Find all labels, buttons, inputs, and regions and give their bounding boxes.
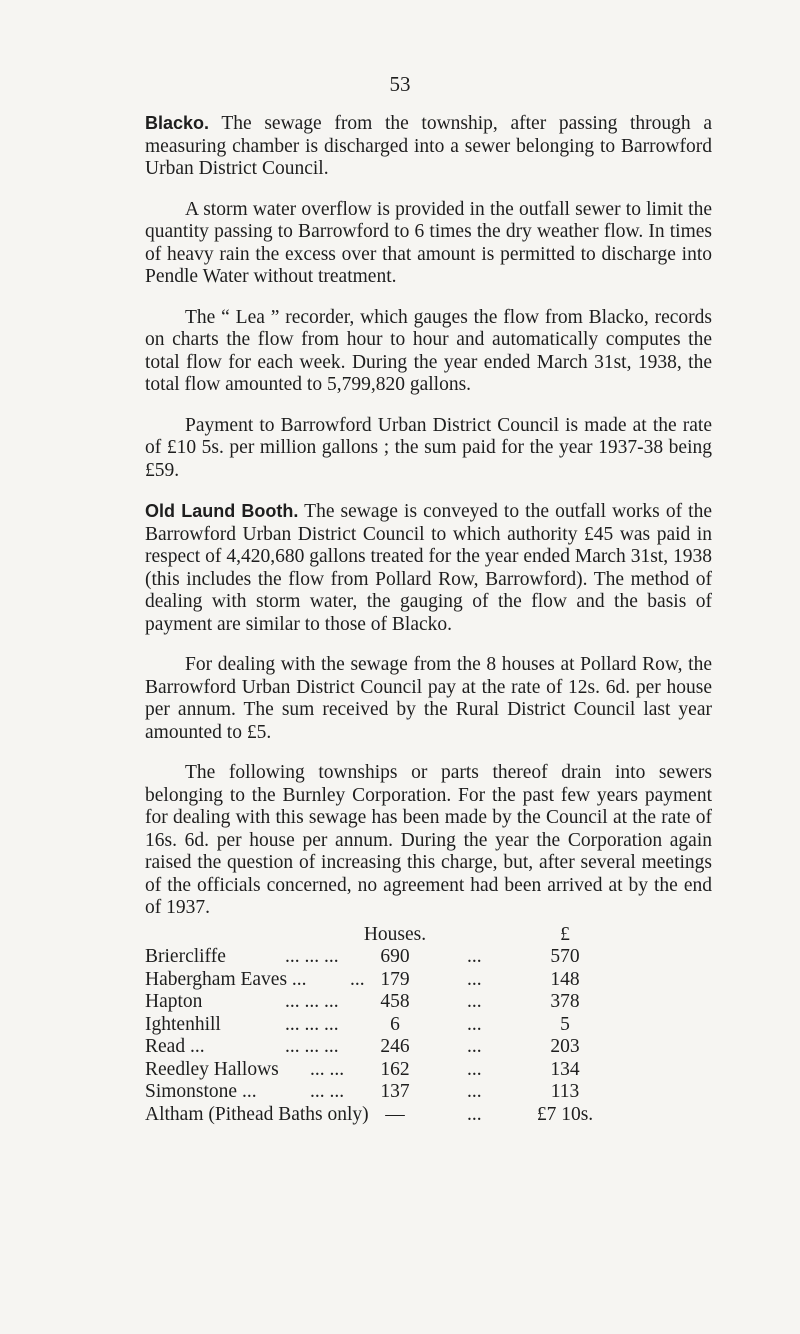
table-row: [145, 1059, 712, 1082]
table-row: [145, 1104, 712, 1127]
table-row: [145, 1081, 712, 1104]
table-row: [145, 969, 712, 992]
township-name: Reedley Hallows: [145, 1058, 279, 1080]
table-row: [145, 1036, 712, 1059]
leader-dots: ... ...: [310, 1081, 345, 1102]
leader-dots: ... ... ...: [285, 1036, 339, 1057]
leader-dots: ...: [467, 968, 482, 990]
paragraph-lea-recorder: [145, 307, 712, 397]
leader-dots: ... ...: [310, 1058, 345, 1080]
leader-dots: ...: [350, 968, 365, 990]
paragraph-text: The “ Lea ” recorder, which gauges the flow from Blacko, records on charts the flow from hour to hour and automatically computes the total flow for each week. During the year ended March 31st, 1938, the total flow amounted to 5,799,820 gallons.: [145, 306, 712, 395]
amount-value: 113: [550, 1081, 580, 1102]
paragraph-blacko: [145, 112, 712, 181]
leader-dots: ...: [467, 1013, 482, 1035]
paragraph-payment: [145, 415, 712, 483]
houses-value: 458: [380, 991, 410, 1012]
houses-value: 246: [380, 1036, 410, 1057]
township-name: Ightenhill: [145, 1013, 221, 1035]
paragraph-pollard-row: [145, 654, 712, 744]
leader-dots: ...: [467, 1103, 482, 1125]
paragraph-text: For dealing with the sewage from the 8 houses at Pollard Row, the Barrowford Urban District Council pay at the rate of 12s. 6d. per house per annum. The sum received by the Rural District Council last year amounted to £5.: [145, 654, 712, 743]
township-name: Hapton: [145, 991, 203, 1012]
paragraph-heading: Old Laund Booth.: [145, 501, 299, 521]
paragraph-burnley-corporation: [145, 762, 712, 920]
amount-value: 203: [550, 1036, 580, 1057]
amount-value: 378: [550, 991, 580, 1012]
amount-value: 570: [550, 946, 580, 967]
table-row: [145, 1014, 712, 1037]
houses-column-header: Houses.: [363, 923, 427, 945]
leader-dots: ...: [467, 946, 482, 967]
leader-dots: ...: [467, 991, 482, 1012]
townships-table: [145, 924, 712, 1127]
township-name: Read ...: [145, 1036, 205, 1057]
paragraph-text: Payment to Barrowford Urban District Council is made at the rate of £10 5s. per million gallons ; the sum paid for the year 1937-38 being £59.: [145, 414, 712, 481]
houses-value: 690: [380, 946, 410, 967]
leader-dots: ...: [467, 1081, 482, 1102]
leader-dots: ... ... ...: [285, 991, 339, 1012]
table-header: [145, 924, 712, 947]
paragraph-heading: Blacko.: [145, 113, 210, 133]
amount-value: 5: [560, 1013, 570, 1035]
township-name: Habergham Eaves ...: [145, 968, 307, 990]
page-body: [145, 112, 712, 1126]
township-name: Briercliffe: [145, 946, 226, 967]
paragraph-text: The sewage from the township, after passing through a measuring chamber is discharged into a sewer belonging to Barrowford Urban District Council.: [145, 113, 712, 179]
leader-dots: ...: [467, 1058, 482, 1080]
paragraph-text: The following townships or parts thereof drain into sewers belonging to the Burnley Corporation. For the past few years payment for dealing with this sewage has been made by the Council at the rate of 16s. 6d. per house per annum. During the year the Corporation again raised the question of increasing this charge, but, after several meetings of the officials concerned, no agreement had been arrived at by the end of 1937.: [145, 762, 712, 918]
table-row: [145, 946, 712, 969]
township-name: Simonstone ...: [145, 1081, 257, 1102]
table-row: [145, 991, 712, 1014]
houses-value: 6: [390, 1013, 400, 1035]
paragraph-old-laund-booth: [145, 500, 712, 636]
leader-dots: ...: [467, 1036, 482, 1057]
paragraph-storm-overflow: [145, 199, 712, 289]
amount-value: 148: [550, 968, 580, 990]
houses-value: 137: [380, 1081, 410, 1102]
leader-dots: ... ... ...: [285, 946, 339, 967]
leader-dots: ... ... ...: [285, 1013, 339, 1035]
amount-column-header: £: [560, 923, 570, 945]
amount-value: £7 10s.: [536, 1103, 594, 1125]
township-name: Altham (Pithead Baths only): [145, 1103, 369, 1125]
houses-value: 162: [380, 1058, 410, 1080]
paragraph-text: The sewage is conveyed to the outfall works of the Barrowford Urban District Council to which authority £45 was paid in respect of 4,420,680 gallons treated for the year ended March 31st, 1938 (this includes the flow from Pollard Row, Barrowford). The method of dealing with storm water, the gauging of the flow and the basis of payment are similar to those of Blacko.: [145, 501, 712, 635]
amount-value: 134: [550, 1058, 580, 1080]
houses-value: 179: [380, 968, 410, 990]
houses-value: —: [385, 1103, 405, 1125]
paragraph-text: A storm water overflow is provided in the outfall sewer to limit the quantity passing to Barrowford to 6 times the dry weather flow. In times of heavy rain the excess over that amount is permitted to discharge into Pendle Water without treatment.: [145, 198, 712, 287]
page-number: 53: [389, 72, 411, 96]
